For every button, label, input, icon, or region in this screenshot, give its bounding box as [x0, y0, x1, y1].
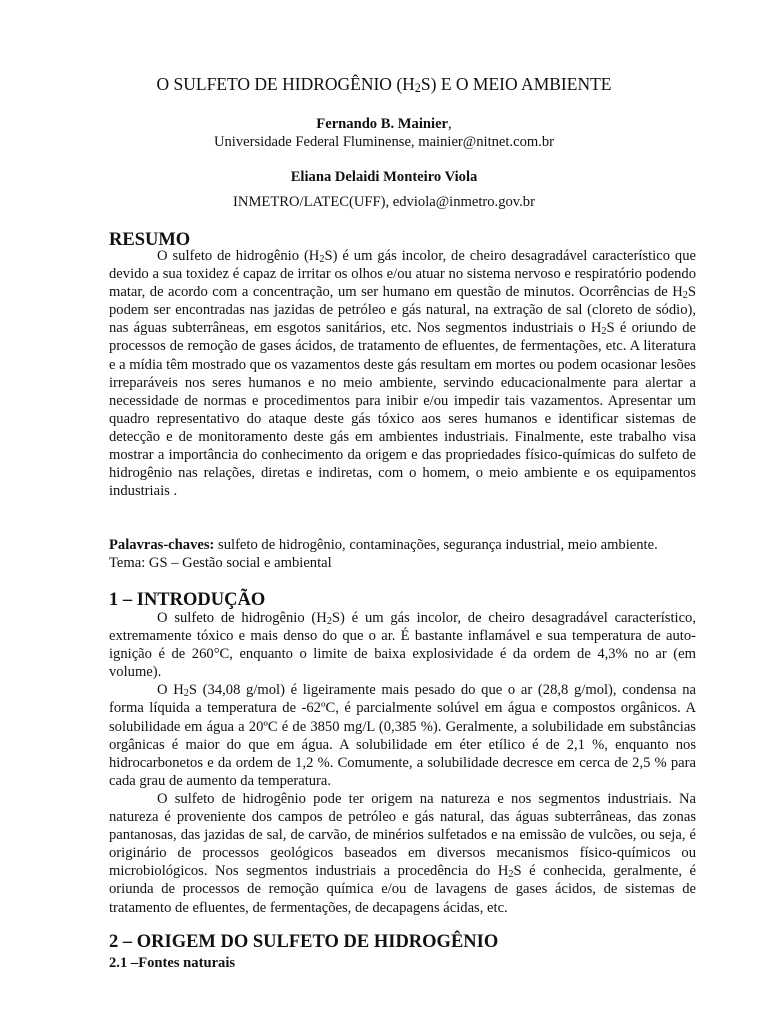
keywords-text: sulfeto de hidrogênio, contaminações, segurança industrial, meio ambiente.	[214, 537, 658, 553]
keywords	[109, 536, 696, 572]
section-1-heading: 1 – INTRODUÇÃO	[109, 590, 266, 610]
author-1-name: Fernando B. Mainier,	[316, 116, 452, 132]
abstract-heading: RESUMO	[109, 230, 191, 250]
section-2-1-heading: 2.1 –Fontes naturais	[109, 955, 236, 971]
section-2-heading: 2 – ORIGEM DO SULFETO DE HIDROGÊNIO	[109, 932, 499, 952]
section-1-paragraph-1: O sulfeto de hidrogênio $(H_2S)$ é um gás incolor, de cheiro desagradável característico, extremamente tóxico e mais denso do que o ar. É bastante inflamável e sua temperatura de auto-ignição é de 260°C, enquanto o limite de baixa explosividade é da ordem de 4,3% no ar (em volume).	[109, 610, 696, 681]
section-1-paragraph-3: O sulfeto de hidrogênio pode ter origem na natureza e nos segmentos industriais. Na natureza é proveniente dos campos de petróleo e gás natural, das águas subterrâneas, das zonas pantanosas, das jazidas de sal, de carvão, de minérios sulfetados e na emissão de vulcões, ou seja, é originário de processos geológicos baseados em diversos mecanismos físico-químicos ou microbiológicos. Nos segmentos industriais a procedência do $H_2S$ é conhecida, geralmente, é oriunda de processos de remoção química e/ou de lavagens de gases ácidos, de sistemas de tratamento de efluentes, de fermentações, de decapagens ácidas, etc.	[109, 790, 697, 916]
paper-title: O SULFETO DE HIDROGÊNIO $(H_2S)$ E O MEIO AMBIENTE	[156, 74, 612, 95]
author-2-affiliation: INMETRO/LATEC(UFF), edviola@inmetro.gov.br	[233, 194, 535, 210]
section-1-paragraph-2: O $H_2S$ (34,08 g/mol) é ligeiramente mais pesado do que o ar (28,8 g/mol), condensa na forma líquida a temperatura de -62ºC, é parcialmente solúvel em água e compostos orgânicos. A solubilidade em água a 20ºC é de 3850 mg/L (0,385 %). Geralmente, a solubilidade em substâncias orgânicas é maior do que em água. A solubilidade em éter etílico é de 2,1 %, enquanto nos hidrocarbonetos e da ordem de 1,2 %. Comumente, a solubilidade decresce em cerca de 2,5 % para cada grau de aumento da temperatura.	[109, 682, 696, 789]
section-1-body	[109, 609, 696, 917]
abstract-body	[109, 247, 696, 500]
author-2-name: Eliana Delaidi Monteiro Viola	[290, 169, 478, 185]
author-1-affiliation: Universidade Federal Fluminense, mainier@nitnet.com.br	[213, 134, 555, 150]
abstract-paragraph: O sulfeto de hidrogênio $(H_2S)$ é um gás incolor, de cheiro desagradável característico que devido a sua toxidez é capaz de irritar os olhos e/ou atuar no sistema nervoso e respiratório podendo matar, de acordo com a concentração, um ser humano em questão de minutos. Ocorrências de $H_2S$ podem ser encontradas nas jazidas de petróleo e gás natural, na extração de sal (cloreto de sódio), nas águas subterrâneas, em esgotos sanitários, etc. Nos segmentos industriais o $H_2S$ é oriundo de processos de remoção de gases ácidos, de tratamento de efluentes, de fermentações, etc. A literatura e a mídia têm mostrado que os vazamentos deste gás resultam em mortes ou podem ocasionar lesões irreparáveis nos seres humanos e no meio ambiente, servindo educacionalmente para alertar a necessidade de normas e procedimentos para inibir e/ou impedir tais vazamentos. Apresentar um quadro representativo do ataque deste gás tóxico aos seres humanos e identificar sistemas de detecção e de monitoramento deste gás em ambientes industriais. Finalmente, este trabalho visa mostrar a importância do conhecimento da origem e das propriedades físico-químicas do sulfeto de hidrogênio nas relações, diretas e indiretas, com o homem, o meio ambiente e os equipamentos industriais .	[109, 248, 696, 500]
theme-line: Tema: GS – Gestão social e ambiental	[109, 555, 332, 572]
keywords-label: Palavras-chaves:	[109, 537, 215, 553]
